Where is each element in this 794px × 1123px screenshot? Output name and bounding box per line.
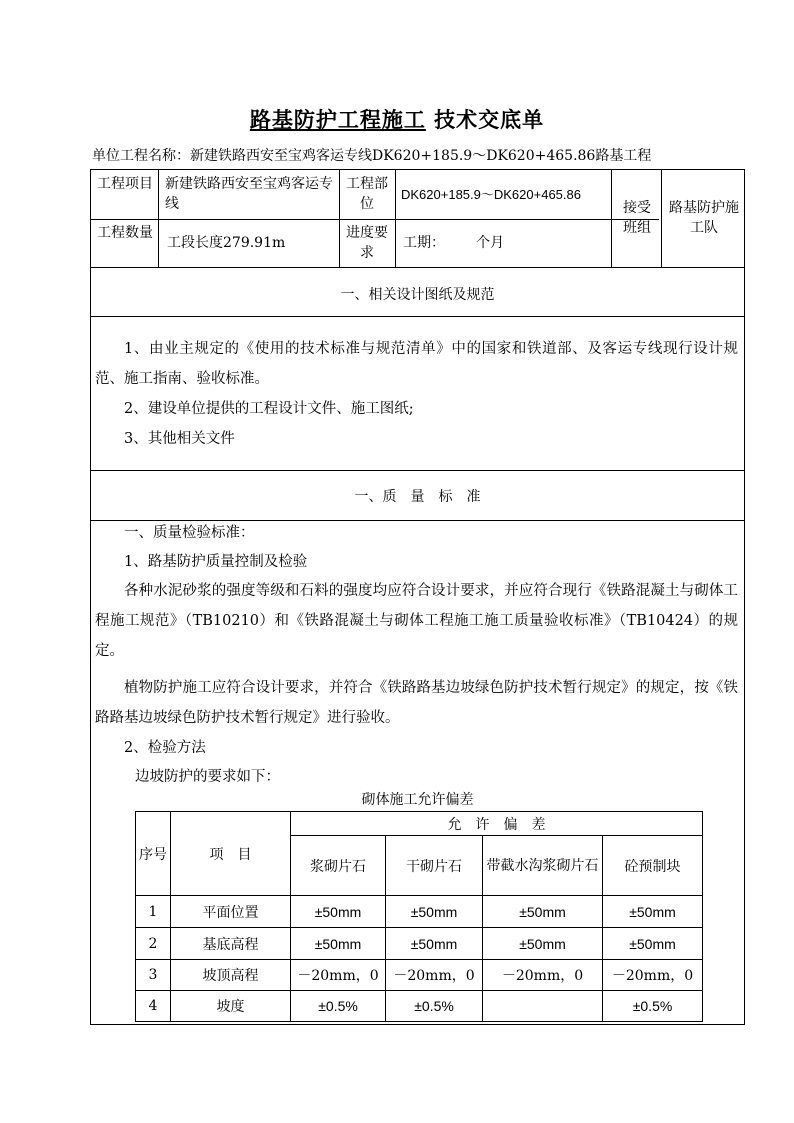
title-rest: 技术交底单 (434, 107, 545, 132)
quantity-value: 工段长度279.91m (167, 235, 286, 251)
section2-line: 各种水泥砂浆的强度等级和石料的强度均应符合设计要求，并应符合现行《铁路混凝土与砌体工程施工规范》（TB10210）和《铁路混凝土与砌体工程施工施工质量验收标准》（TB10424）的规定。 (95, 583, 738, 659)
title-underlined-part: 路基防护工程施工 (249, 107, 426, 132)
project-label: 工程项目 (97, 176, 153, 192)
col-divider (611, 170, 612, 267)
col-divider (158, 170, 159, 267)
unit-project-name: 单位工程名称：新建铁路西安至宝鸡客运专线DK620+185.9～DK620+465.86路基工程 (92, 148, 652, 164)
subheader-cell: 浆砌片石 (291, 836, 386, 896)
row-value: －20mm，0 (483, 960, 603, 991)
section1-item: 1、由业主规定的《使用的技术标准与规范清单》中的国家和铁道部、及客运专线现行设计规范、施工指南、验收标准。 (95, 341, 738, 387)
col-no-header: 序号 (136, 812, 171, 896)
subheader-cell: 带截水沟浆砌片石 (483, 836, 603, 896)
receive-value: 路基防护施工队 (669, 200, 739, 236)
row-divider (91, 470, 744, 471)
row-item: 平面位置 (171, 896, 291, 928)
col-divider (661, 170, 662, 267)
row-value: ±50mm (483, 928, 603, 960)
row-value: ±50mm (603, 928, 703, 960)
section2-line: 2、检验方法 (124, 740, 206, 756)
table-row (136, 960, 703, 991)
receive-label: 接受班组 (623, 200, 651, 236)
row-value: ±50mm (386, 928, 483, 960)
row-divider (91, 316, 744, 317)
document-title (0, 104, 794, 134)
project-value: 新建铁路西安至宝鸡客运专线 (165, 176, 333, 212)
row-value: ±50mm (386, 896, 483, 928)
section1-heading: 一、相关设计图纸及规范 (340, 287, 495, 303)
row-no: 3 (136, 960, 171, 991)
section1-item: 3、其他相关文件 (124, 431, 235, 447)
row-value: ±50mm (291, 928, 386, 960)
row-value: ±0.5% (603, 991, 703, 1022)
table-row (136, 991, 703, 1022)
row-value (483, 991, 603, 1022)
row-no: 2 (136, 928, 171, 960)
table-row (136, 896, 703, 928)
schedule-value: 工期： 个月 (403, 235, 505, 251)
subheader-cell: 干砌片石 (386, 836, 483, 896)
schedule-label: 进度要求 (346, 225, 388, 261)
row-no: 1 (136, 896, 171, 928)
part-label: 工程部位 (346, 176, 388, 212)
section2-line: 边坡防护的要求如下： (135, 769, 280, 785)
tolerance-table-caption: 砌体施工允许偏差 (361, 792, 474, 808)
quantity-label: 工程数量 (97, 225, 153, 241)
row-value: －20mm，0 (603, 960, 703, 991)
section2-line: 一、质量检验标准： (124, 525, 255, 541)
row-item: 坡度 (171, 991, 291, 1022)
row-value: －20mm，0 (291, 960, 386, 991)
row-value: ±0.5% (291, 991, 386, 1022)
col-divider (395, 170, 396, 267)
section2-line: 1、路基防护质量控制及检验 (124, 554, 308, 570)
row-value: ±50mm (483, 896, 603, 928)
row-item: 坡顶高程 (171, 960, 291, 991)
table-header-row (136, 812, 703, 836)
section1-item: 2、建设单位提供的工程设计文件、施工图纸; (124, 401, 414, 417)
subheader-cell: 砼预制块 (603, 836, 703, 896)
table-row (136, 928, 703, 960)
row-divider (91, 267, 744, 268)
disclosure-form (90, 169, 745, 1025)
section2-heading: 一、质 量 标 准 (354, 489, 481, 505)
part-value: DK620+185.9～DK620+465.86 (401, 187, 581, 202)
col-item-header: 项 目 (171, 812, 291, 896)
row-value: －20mm，0 (386, 960, 483, 991)
tolerance-group-header: 允 许 偏 差 (291, 812, 703, 836)
tolerance-table (135, 811, 703, 1022)
row-no: 4 (136, 991, 171, 1022)
row-value: ±0.5% (386, 991, 483, 1022)
section2-line: 植物防护施工应符合设计要求，并符合《铁路路基边坡绿色防护技术暂行规定》的规定，按《铁路路基边坡绿色防护技术暂行规定》进行验收。 (95, 680, 738, 726)
row-value: ±50mm (291, 896, 386, 928)
row-item: 基底高程 (171, 928, 291, 960)
row-divider (91, 219, 659, 220)
col-divider (339, 170, 340, 267)
row-value: ±50mm (603, 896, 703, 928)
